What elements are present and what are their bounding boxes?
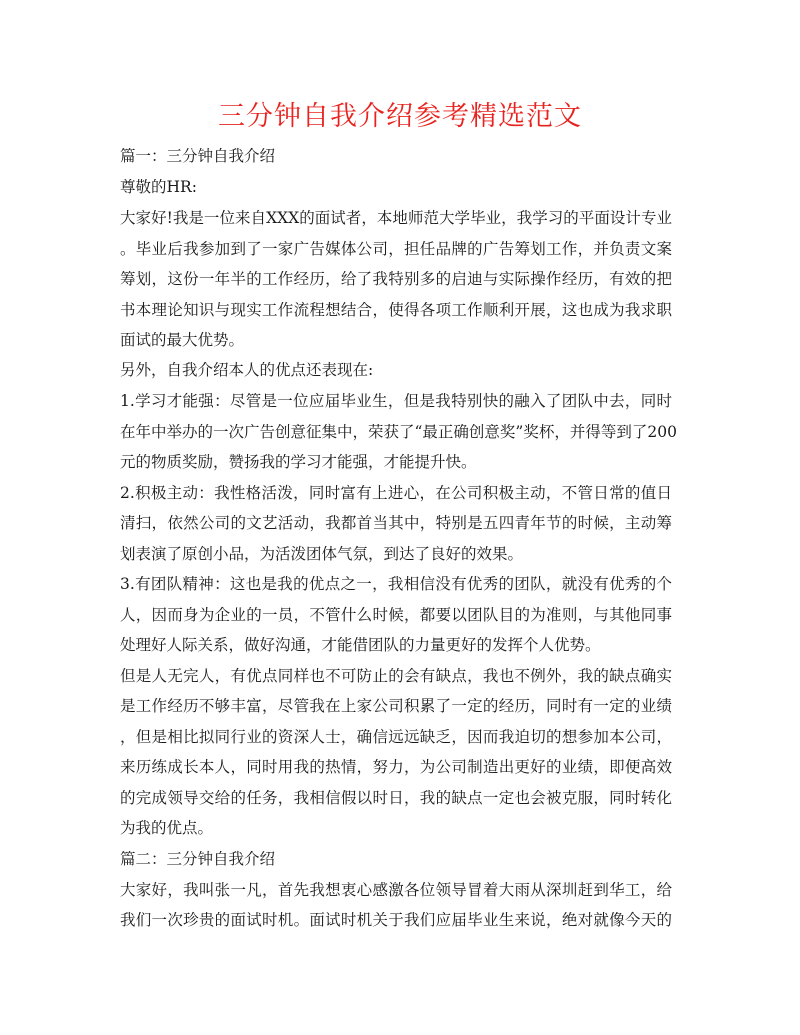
paragraph-line: 的完成领导交给的任务，我相信假以时日，我的缺点一定也会被克服，同时转化: [120, 789, 672, 807]
paragraph-line: 大家好，我叫张一凡，首先我想衷心感激各位领导冒着大雨从深圳赶到华工，给: [120, 881, 672, 899]
salutation-line: 尊敬的HR:: [120, 178, 197, 196]
paragraph-line: ，但是相比拟同行业的资深人士，确信远远缺乏，因而我迫切的想参加本公司，: [120, 728, 672, 746]
list-item-line: 1.学习才能强：尽管是一位应届毕业生，但是我特别快的融入了团队中去，同时: [120, 392, 672, 410]
paragraph-line: 另外，自我介绍本人的优点还表现在:: [120, 361, 374, 379]
section-heading-2: 篇二：三分钟自我介绍: [120, 850, 276, 868]
list-item-line: 2.积极主动：我性格活泼，同时富有上进心，在公司积极主动，不管日常的值日: [120, 484, 672, 502]
paragraph-line: 是工作经历不够丰富，尽管我在上家公司积累了一定的经历，同时有一定的业绩: [120, 697, 672, 715]
list-item-line: 人，因而身为企业的一员，不管什么时候，都要以团队目的为准则，与其他同事: [120, 606, 672, 624]
paragraph-line: 为我的优点。: [120, 819, 214, 837]
list-item-line: 清扫，依然公司的文艺活动，我都首当其中，特别是五四青年节的时候，主动筹: [120, 514, 672, 532]
paragraph-line: 但是人无完人，有优点同样也不可防止的会有缺点，我也不例外，我的缺点确实: [120, 667, 672, 685]
paragraph-line: 书本理论知识与现实工作流程想结合，使得各项工作顺利开展，这也成为我求职: [120, 301, 672, 319]
section-heading-1: 篇一：三分钟自我介绍: [120, 147, 276, 165]
paragraph-line: 筹划，这份一年半的工作经历，给了我特别多的启迪与实际操作经历，有效的把: [120, 270, 672, 288]
paragraph-line: 面试的最大优势。: [120, 331, 245, 349]
paragraph-line: 。毕业后我参加到了一家广告媒体公司，担任品牌的广告筹划工作，并负责文案: [120, 240, 672, 258]
paragraph-line: 我们一次珍贵的面试时机。面试时机关于我们应届毕业生来说，绝对就像今天的: [120, 911, 672, 929]
list-item-line: 划表演了原创小品，为活泼团体气氛，到达了良好的效果。: [120, 545, 524, 563]
document-title: 三分钟自我介绍参考精选范文: [218, 101, 582, 132]
paragraph-line: 大家好!我是一位来自XXX的面试者，本地师范大学毕业，我学习的平面设计专业: [120, 209, 672, 227]
list-item-line: 元的物质奖励，赞扬我的学习才能强，才能提升快。: [120, 453, 477, 471]
list-item-line: 处理好人际关系，做好沟通，才能借团队的力量更好的发挥个人优势。: [120, 636, 601, 654]
list-item-line: 在年中举办的一次广告创意征集中，荣获了“最正确创意奖”奖杯，并得等到了200: [120, 423, 677, 441]
paragraph-line: 来历练成长本人，同时用我的热情，努力，为公司制造出更好的业绩，即便高效: [120, 758, 672, 776]
list-item-line: 3.有团队精神：这也是我的优点之一，我相信没有优秀的团队，就没有优秀的个: [120, 575, 672, 593]
